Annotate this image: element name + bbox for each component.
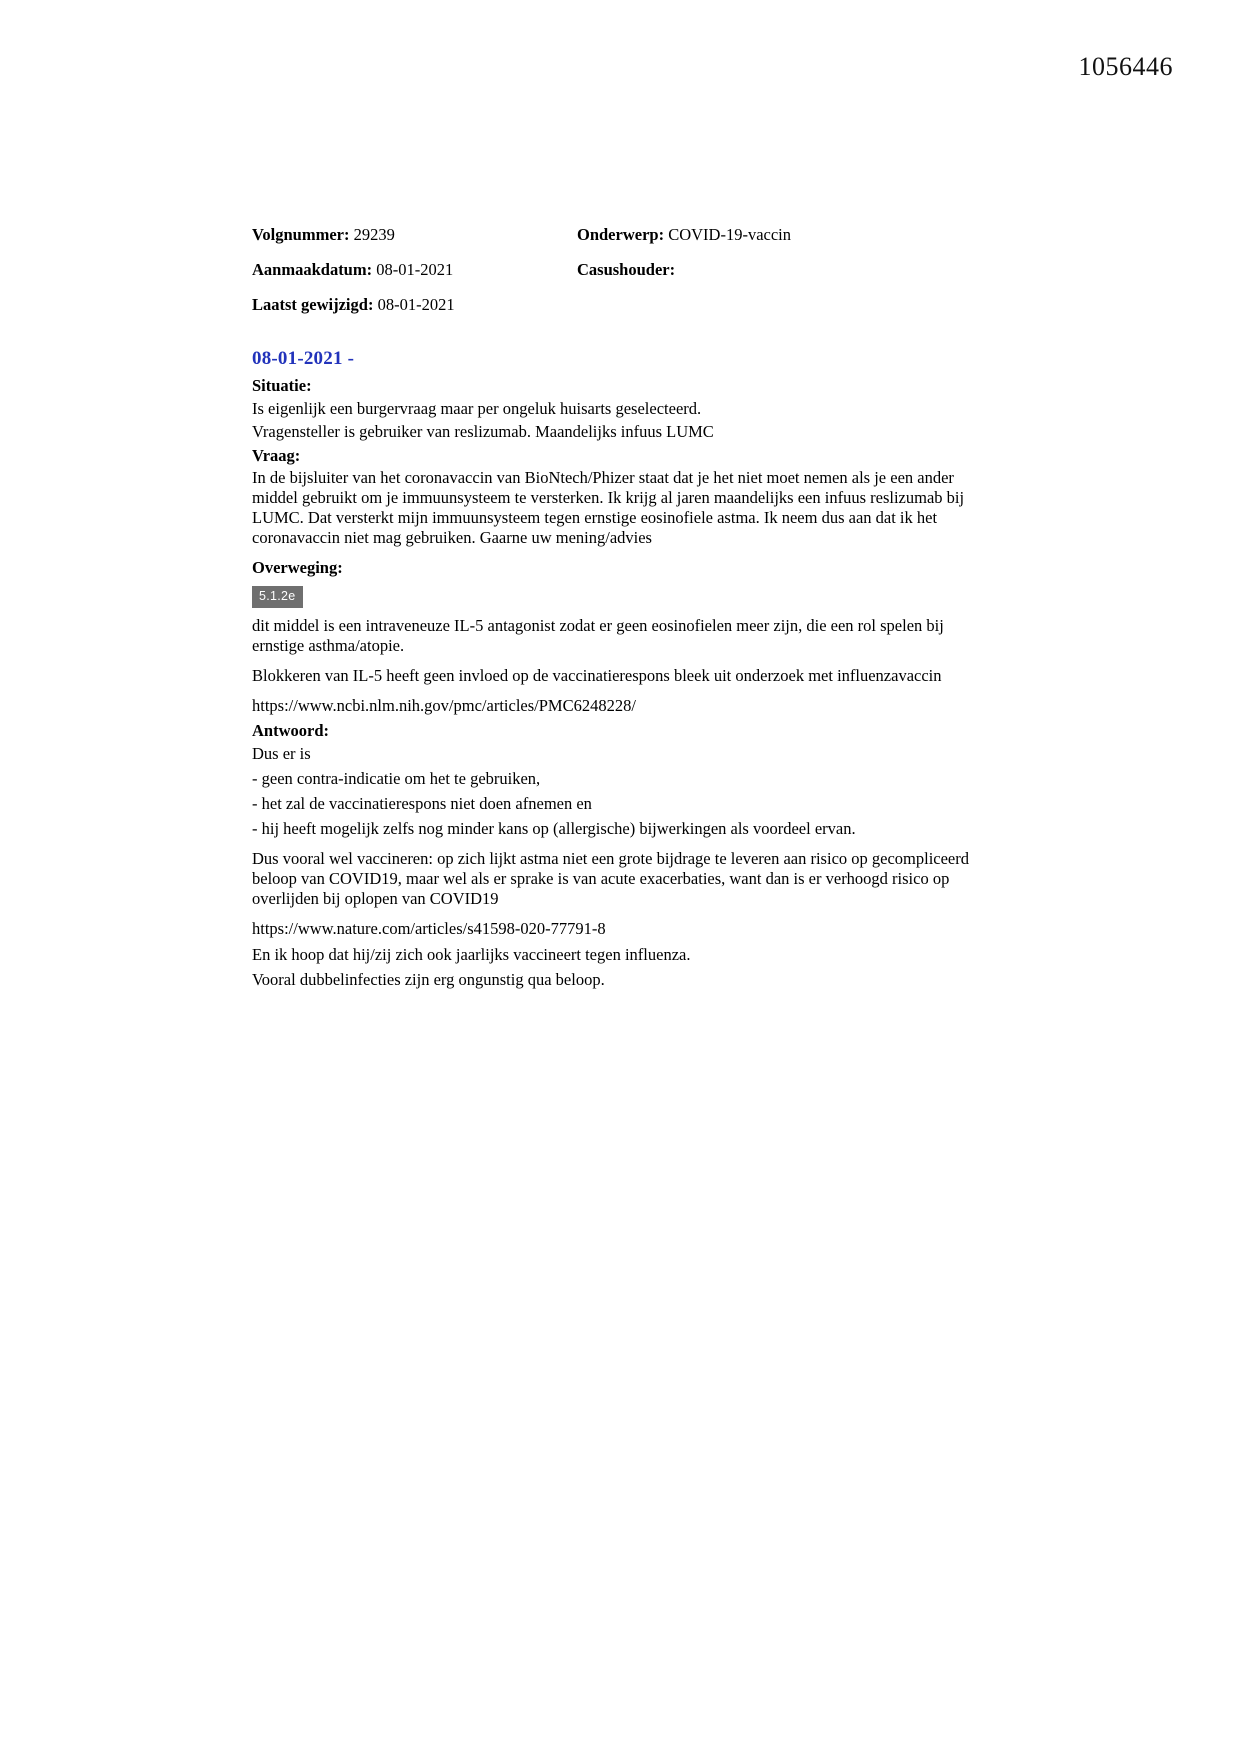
situatie-label: Situatie:: [252, 376, 312, 396]
situatie-line-2: Vragensteller is gebruiker van reslizumab. Maandelijks infuus LUMC: [252, 421, 714, 441]
antwoord-intro: Dus er is: [252, 743, 311, 763]
antwoord-reference-link[interactable]: https://www.nature.com/articles/s41598-020-77791-8: [252, 919, 606, 939]
page-number: 1056446: [1078, 52, 1173, 81]
overweging-reference-link[interactable]: https://www.ncbi.nlm.nih.gov/pmc/articles/PMC6248228/: [252, 695, 636, 715]
metadata-row-laatst-gewijzigd: [252, 295, 992, 315]
aanmaakdatum-label: Aanmaakdatum:: [252, 259, 373, 279]
redaction-badge: 5.1.2e: [252, 586, 303, 608]
antwoord-closing-1: En ik hoop dat hij/zij zich ook jaarlijks vaccineert tegen influenza.: [252, 945, 691, 965]
casushouder-field: [577, 260, 992, 280]
volgnummer-label: Volgnummer:: [252, 225, 350, 244]
antwoord-closing-2: Vooral dubbelinfecties zijn erg ongunstig qua beloop.: [252, 970, 605, 990]
laatst-gewijzigd-field: [252, 295, 577, 315]
onderwerp-label: Onderwerp:: [577, 225, 665, 244]
document-body: [252, 225, 992, 994]
antwoord-paragraph: Dus vooral wel vaccineren: op zich lijkt astma niet een grote bijdrage te leveren aan risico op gecompliceerd beloop van COVID19, maar wel als er sprake is van acute exacerbaties, want dan is er verhoogd risico op overlijden bij oplopen van COVID19: [252, 849, 970, 909]
aanmaakdatum-value: 08-01-2021: [376, 259, 454, 279]
antwoord-bullet-2: - het zal de vaccinatierespons niet doen afnemen en: [252, 793, 592, 813]
antwoord-bullet-1: - geen contra-indicatie om het te gebruiken,: [252, 768, 541, 788]
entry-date-heading: 08-01-2021 -: [252, 348, 355, 370]
onderwerp-field: [577, 225, 992, 245]
overweging-paragraph-1: dit middel is een intraveneuze IL-5 antagonist zodat er geen eosinofielen meer zijn, die een rol spelen bij ernstige asthma/atopie.: [252, 615, 944, 655]
aanmaakdatum-field: [252, 260, 577, 280]
antwoord-label: Antwoord:: [252, 720, 329, 740]
casushouder-label: Casushouder:: [577, 259, 676, 279]
metadata-row-aanmaakdatum: [252, 260, 992, 280]
overweging-label: Overweging:: [252, 558, 343, 578]
metadata-block: [252, 225, 992, 314]
antwoord-bullet-3: - hij heeft mogelijk zelfs nog minder kans op (allergische) bijwerkingen als voordeel ervan.: [252, 818, 856, 838]
metadata-row-volgnummer: [252, 225, 992, 245]
vraag-label: Vraag:: [252, 445, 301, 465]
laatst-gewijzigd-label: Laatst gewijzigd:: [252, 294, 374, 314]
volgnummer-field: [252, 225, 577, 245]
volgnummer-value: 29239: [353, 225, 395, 244]
situatie-line-1: Is eigenlijk een burgervraag maar per ongeluk huisarts geselecteerd.: [252, 399, 702, 419]
metadata-empty-cell: [577, 295, 992, 315]
onderwerp-value: COVID-19-vaccin: [668, 225, 791, 244]
vraag-text: In de bijsluiter van het coronavaccin van BioNtech/Phizer staat dat je het niet moet nemen als je een ander middel gebruikt om je immuunsysteem te versterken. Ik krijg al jaren maandelijks een infuus reslizumab bij LUMC. Dat versterkt mijn immuunsysteem tegen ernstige eosinofiele astma. Ik neem dus aan dat ik het coronavaccin niet mag gebruiken. Gaarne uw mening/advies: [252, 467, 965, 547]
laatst-gewijzigd-value: 08-01-2021: [377, 294, 455, 314]
overweging-paragraph-2: Blokkeren van IL-5 heeft geen invloed op de vaccinatierespons bleek uit onderzoek met influenzavaccin: [252, 665, 942, 685]
